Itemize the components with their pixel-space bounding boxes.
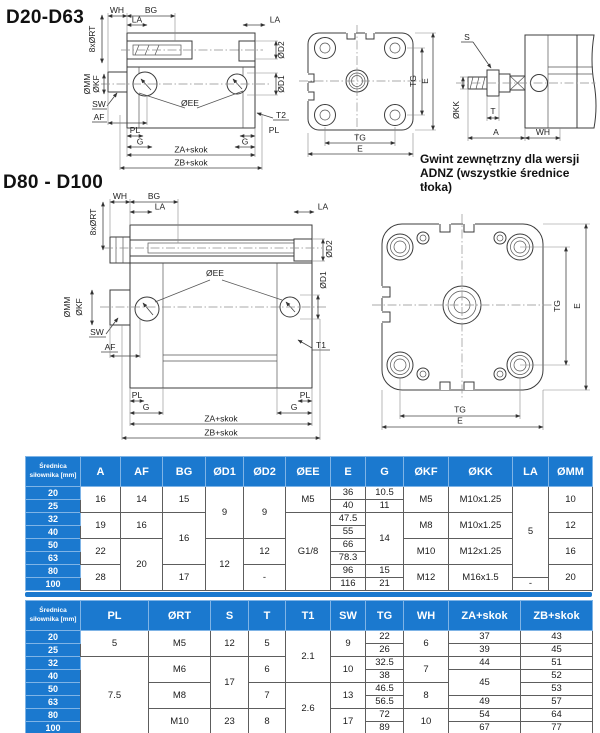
- table-cell: 45: [449, 670, 521, 696]
- table-cell: 12: [549, 513, 593, 539]
- dim-pl-left: PL: [129, 125, 141, 135]
- table-separator-bar: [25, 592, 592, 597]
- dim-tg-vert: TG: [408, 75, 418, 87]
- row-label-diameter: 63: [26, 552, 81, 565]
- table-cell: 14: [121, 487, 163, 513]
- table-cell: 10: [549, 487, 593, 513]
- row-label-diameter: 40: [26, 670, 81, 683]
- dim-tg-horiz: TG: [354, 132, 366, 143]
- dimension-table-1: [25, 456, 593, 591]
- caption-adnz: [420, 152, 600, 194]
- table-cell: 12: [244, 539, 286, 565]
- caption-line-2: ADNZ (wszystkie średnice tłoka): [420, 166, 570, 194]
- table-cell: M5: [149, 631, 211, 657]
- table-cell: M10: [404, 539, 449, 565]
- dim-sw: SW: [90, 327, 104, 337]
- drawing-d80-d100-front-view: [352, 198, 600, 438]
- table-cell: 2.1: [286, 631, 331, 683]
- column-header: ØEE: [286, 457, 331, 487]
- table-cell: 40: [331, 500, 366, 513]
- header-row: [26, 601, 593, 631]
- table-cell: 51: [521, 657, 593, 670]
- dim-wh: WH: [112, 191, 128, 201]
- header-row: [26, 457, 593, 487]
- column-header: T1: [286, 601, 331, 631]
- column-header: ØD2: [244, 457, 286, 487]
- dim-la-left: LA: [154, 201, 166, 212]
- column-header-diameter: Średnica siłownika [mm]: [26, 601, 81, 631]
- table-cell: 7: [404, 657, 449, 683]
- table-cell: 54: [449, 709, 521, 722]
- table-row: [26, 513, 593, 526]
- table-cell: 10: [331, 657, 366, 683]
- dim-rt8: 8xØRT: [87, 25, 97, 53]
- dim-za: ZA+skok: [174, 144, 208, 155]
- table-cell: 44: [449, 657, 521, 670]
- dim-g-left: G: [136, 136, 144, 147]
- table-cell: 89: [366, 722, 404, 733]
- row-label-diameter: 32: [26, 513, 81, 526]
- dim-sw: SW: [92, 99, 106, 109]
- column-header: ØRT: [149, 601, 211, 631]
- dim-pl-right: PL: [299, 390, 311, 400]
- table-cell: M10x1.25: [449, 487, 513, 513]
- dim-t1: T1: [316, 340, 326, 350]
- table-cell: 22: [81, 539, 121, 565]
- table-cell: 26: [366, 644, 404, 657]
- table-cell: 56.5: [366, 696, 404, 709]
- dim-bg: BG: [144, 5, 158, 15]
- table-cell: 43: [521, 631, 593, 644]
- table-cell: 28: [81, 565, 121, 591]
- table-cell: 47.5: [331, 513, 366, 526]
- table-cell: 7.5: [81, 657, 149, 733]
- dim-zb: ZB+skok: [204, 427, 238, 438]
- table-cell: 8: [404, 683, 449, 709]
- column-header: BG: [163, 457, 206, 487]
- dim-g-right: G: [290, 402, 298, 412]
- dimension-table-2: [25, 600, 593, 733]
- dim-e-vert: E: [420, 78, 430, 84]
- table-cell: M8: [149, 683, 211, 709]
- row-label-diameter: 50: [26, 539, 81, 552]
- table-cell: 16: [163, 513, 206, 565]
- table-row: [26, 487, 593, 500]
- row-label-diameter: 40: [26, 526, 81, 539]
- dim-g-left: G: [142, 402, 150, 412]
- column-header-diameter: Średnica siłownika [mm]: [26, 457, 81, 487]
- table-cell: M5: [286, 487, 331, 513]
- table-cell: 116: [331, 578, 366, 591]
- table-cell: 10: [404, 709, 449, 733]
- column-header: S: [211, 601, 249, 631]
- dim-kk: ØKK: [451, 101, 461, 119]
- column-header: LA: [513, 457, 549, 487]
- table-cell: 55: [331, 526, 366, 539]
- table-cell: 66: [331, 539, 366, 552]
- table-cell: 12: [211, 631, 249, 657]
- table-cell: 6: [404, 631, 449, 657]
- table-cell: 5: [249, 631, 286, 657]
- table-cell: 20: [121, 539, 163, 591]
- row-label-diameter: 50: [26, 683, 81, 696]
- dim-mm: ØMM: [62, 296, 72, 318]
- table-cell: 11: [366, 500, 404, 513]
- column-header: TG: [366, 601, 404, 631]
- dim-e-horiz: E: [357, 143, 363, 154]
- dim-la-left: LA: [131, 14, 143, 25]
- table-cell: 7: [249, 683, 286, 709]
- row-label-diameter: 100: [26, 578, 81, 591]
- table-cell: 5: [513, 487, 549, 578]
- column-header: PL: [81, 601, 149, 631]
- table-cell: 38: [366, 670, 404, 683]
- table-cell: G1/8: [286, 513, 331, 591]
- row-label-diameter: 63: [26, 696, 81, 709]
- row-label-diameter: 25: [26, 644, 81, 657]
- dim-tg-horiz: TG: [454, 404, 466, 415]
- column-header: WH: [404, 601, 449, 631]
- section-title-d80-d100: D80 - D100: [3, 172, 104, 193]
- table-cell: 19: [81, 513, 121, 539]
- dim-t: T: [490, 106, 496, 116]
- dim-d2: ØD2: [324, 240, 334, 258]
- caption-line-1: Gwint zewnętrzny dla wersji: [420, 152, 580, 166]
- table-cell: 21: [366, 578, 404, 591]
- dim-wh: WH: [535, 127, 551, 137]
- table-cell: 17: [331, 709, 366, 733]
- table-cell: M16x1.5: [449, 565, 513, 591]
- column-header: SW: [331, 601, 366, 631]
- table-cell: M8: [404, 513, 449, 539]
- column-header: AF: [121, 457, 163, 487]
- table-row: [26, 631, 593, 644]
- dim-wh: WH: [109, 5, 125, 15]
- column-header: ØKK: [449, 457, 513, 487]
- row-label-diameter: 100: [26, 722, 81, 733]
- table-cell: 8: [249, 709, 286, 733]
- table-cell: M10: [149, 709, 211, 733]
- table-cell: 20: [549, 565, 593, 591]
- table-cell: 12: [206, 539, 244, 591]
- dim-ee: ØEE: [206, 268, 224, 278]
- dim-t2: T2: [276, 110, 286, 120]
- table-cell: 37: [449, 631, 521, 644]
- table-cell: 77: [521, 722, 593, 733]
- column-header: E: [331, 457, 366, 487]
- table-cell: 10.5: [366, 487, 404, 500]
- table-cell: 17: [211, 657, 249, 709]
- dim-e-vert: E: [572, 303, 582, 309]
- table-cell: 2.6: [286, 683, 331, 733]
- table-cell: 15: [163, 487, 206, 513]
- drawing-rod-end-detail: [448, 10, 600, 145]
- table-cell: M12: [404, 565, 449, 591]
- drawing-d20-d63-front-view: [295, 15, 445, 165]
- column-header: G: [366, 457, 404, 487]
- table-cell: 9: [331, 631, 366, 657]
- dim-zb: ZB+skok: [174, 157, 208, 168]
- column-header: T: [249, 601, 286, 631]
- table-cell: 49: [449, 696, 521, 709]
- table-cell: 32.5: [366, 657, 404, 670]
- table-cell: 16: [81, 487, 121, 513]
- table-cell: 64: [521, 709, 593, 722]
- table-cell: 46.5: [366, 683, 404, 696]
- dim-rt8: 8xØRT: [88, 208, 98, 236]
- table-cell: 6: [249, 657, 286, 683]
- row-label-diameter: 80: [26, 709, 81, 722]
- row-label-diameter: 20: [26, 487, 81, 500]
- table-cell: 72: [366, 709, 404, 722]
- dim-pl-right: PL: [268, 125, 280, 135]
- table-cell: 45: [521, 644, 593, 657]
- dim-kf: ØKF: [74, 298, 84, 316]
- dim-la-right: LA: [269, 14, 281, 25]
- column-header: ØMM: [549, 457, 593, 487]
- table-cell: 57: [521, 696, 593, 709]
- dim-d1: ØD1: [318, 271, 328, 289]
- dim-kf: ØKF: [91, 75, 101, 93]
- table-cell: 13: [331, 683, 366, 709]
- table-cell: 36: [331, 487, 366, 500]
- table-cell: 23: [211, 709, 249, 733]
- table-cell: -: [244, 565, 286, 591]
- row-label-diameter: 80: [26, 565, 81, 578]
- dim-af: AF: [93, 112, 105, 122]
- table-cell: 16: [549, 539, 593, 565]
- dim-a: A: [493, 127, 499, 137]
- table-cell: -: [513, 578, 549, 591]
- table-cell: 39: [449, 644, 521, 657]
- table-cell: 9: [244, 487, 286, 539]
- table-cell: 96: [331, 565, 366, 578]
- dim-pl-left: PL: [131, 390, 143, 400]
- column-header: ZA+skok: [449, 601, 521, 631]
- table-cell: 14: [366, 513, 404, 565]
- dim-la-right: LA: [317, 201, 329, 212]
- dim-d1: ØD1: [276, 75, 286, 93]
- table-cell: 16: [121, 513, 163, 539]
- dim-ee: ØEE: [181, 98, 199, 108]
- row-label-diameter: 20: [26, 631, 81, 644]
- dim-za: ZA+skok: [204, 413, 238, 424]
- table-cell: 78.3: [331, 552, 366, 565]
- column-header: ZB+skok: [521, 601, 593, 631]
- row-label-diameter: 32: [26, 657, 81, 670]
- table-cell: 15: [366, 565, 404, 578]
- dim-s: S: [464, 32, 470, 42]
- drawing-d20-d63-section: [82, 5, 295, 177]
- column-header: ØKF: [404, 457, 449, 487]
- dim-d2: ØD2: [276, 41, 286, 59]
- table-cell: 9: [206, 487, 244, 539]
- section-title-d20-d63: D20-D63: [6, 7, 85, 28]
- dim-e-horiz: E: [457, 415, 463, 426]
- dim-mm: ØMM: [82, 73, 92, 95]
- drawing-d80-d100-section: [60, 190, 340, 448]
- table-cell: M6: [149, 657, 211, 683]
- dim-tg-vert: TG: [552, 300, 562, 312]
- table-cell: 22: [366, 631, 404, 644]
- table-cell: 53: [521, 683, 593, 696]
- table-cell: 52: [521, 670, 593, 683]
- column-header: A: [81, 457, 121, 487]
- row-label-diameter: 25: [26, 500, 81, 513]
- column-header: ØD1: [206, 457, 244, 487]
- table-cell: 17: [163, 565, 206, 591]
- dim-g-right: G: [241, 136, 249, 147]
- dim-bg: BG: [147, 191, 161, 201]
- dim-af: AF: [104, 342, 116, 352]
- table-cell: 5: [81, 631, 149, 657]
- table-cell: 67: [449, 722, 521, 733]
- table-cell: M12x1.25: [449, 539, 513, 565]
- table-cell: M5: [404, 487, 449, 513]
- table-cell: M10x1.25: [449, 513, 513, 539]
